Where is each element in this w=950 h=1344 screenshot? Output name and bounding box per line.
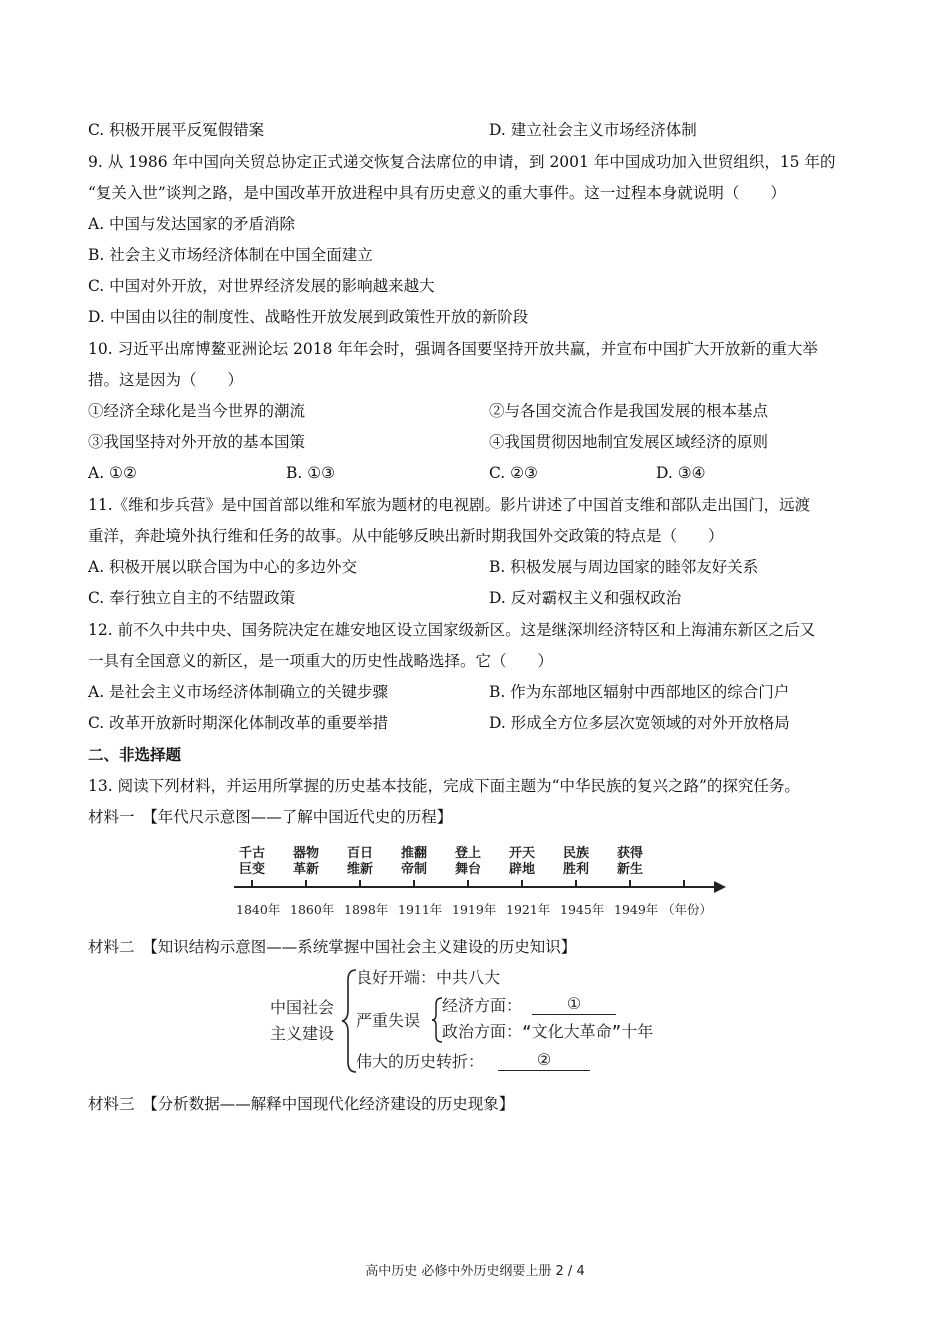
q8-option-d: D. 建立社会主义市场经济体制 xyxy=(489,121,697,139)
structure-politics: 政治方面：“文化大革命”十年 xyxy=(442,1022,654,1041)
q10-stem-line2: 措。这是因为（ ） xyxy=(88,371,244,389)
q10-option-d: D. ③④ xyxy=(656,464,706,482)
q12-option-a: A. 是社会主义市场经济体制确立的关键步骤 xyxy=(88,683,389,701)
timeline-tick xyxy=(305,880,307,888)
material-3-label: 材料三 【分析数据——解释中国现代化经济建设的历史现象】 xyxy=(88,1095,515,1113)
section-heading: 二、非选择题 xyxy=(88,746,182,764)
page-footer: 高中历史 必修中外历史纲要上册 2 / 4 xyxy=(365,1264,585,1279)
q11-option-b: B. 积极发展与周边国家的睦邻友好关系 xyxy=(489,558,759,576)
structure-turning-point: 伟大的历史转折： xyxy=(356,1052,485,1071)
structure-root-line2: 主义建设 xyxy=(270,1024,335,1043)
timeline-tick xyxy=(413,880,415,888)
timeline-year: 1949年 xyxy=(614,902,659,917)
timeline-year: 1898年 xyxy=(344,902,389,917)
q8-option-c: C. 积极开展平反冤假错案 xyxy=(88,121,265,139)
q12-option-b: B. 作为东部地区辐射中西部地区的综合门户 xyxy=(489,683,790,701)
q9-option-d: D. 中国由以往的制度性、战略性开放发展到政策性开放的新阶段 xyxy=(88,308,529,326)
structure-economy: 经济方面： xyxy=(442,996,523,1015)
q9-option-b: B. 社会主义市场经济体制在中国全面建立 xyxy=(88,246,373,264)
timeline-event: 民族 胜利 xyxy=(562,846,589,877)
timeline-event: 获得 新生 xyxy=(616,846,643,877)
q10-statement-1: ①经济全球化是当今世界的潮流 xyxy=(88,402,306,420)
timeline-event: 推翻 帝制 xyxy=(400,846,427,877)
structure-root-line1: 中国社会 xyxy=(270,998,335,1017)
arrow-right-icon xyxy=(714,881,726,893)
timeline-year: 1945年 xyxy=(560,902,605,917)
timeline-tick xyxy=(359,880,361,888)
q9-option-c: C. 中国对外开放，对世界经济发展的影响越来越大 xyxy=(88,277,435,295)
q10-stem-line1: 10. 习近平出席博鳌亚洲论坛 2018 年年会时，强调各国要坚持开放共赢，并宣布中国扩大开放新的重大举 xyxy=(88,340,818,358)
timeline-tick xyxy=(521,880,523,888)
q10-option-c: C. ②③ xyxy=(489,464,538,482)
timeline-tick xyxy=(683,880,685,888)
timeline-year: 1919年 xyxy=(452,902,497,917)
q12-stem-line2: 一具有全国意义的新区，是一项重大的历史性战略选择。它（ ） xyxy=(88,652,554,670)
q12-stem-line1: 12. 前不久中共中央、国务院决定在雄安地区设立国家级新区。这是继深圳经济特区和上海浦东新区之后又 xyxy=(88,621,816,639)
timeline-year: 1860年 xyxy=(290,902,335,917)
blank-2: ② xyxy=(498,1050,590,1071)
timeline-event: 百日 维新 xyxy=(346,846,373,877)
q11-stem-line1: 11.《维和步兵营》是中国首部以维和军旅为题材的电视剧。影片讲述了中国首支维和部队走出国门，远渡 xyxy=(88,496,811,514)
timeline-event: 千古 巨变 xyxy=(238,846,265,877)
q11-option-c: C. 奉行独立自主的不结盟政策 xyxy=(88,589,296,607)
timeline-tick xyxy=(575,880,577,888)
timeline-diagram xyxy=(232,842,732,918)
timeline-year: 1921年 xyxy=(506,902,551,917)
q10-option-a: A. ①② xyxy=(88,464,137,482)
timeline-event: 器物 革新 xyxy=(292,846,319,877)
q11-option-a: A. 积极开展以联合国为中心的多边外交 xyxy=(88,558,358,576)
q10-statement-2: ②与各国交流合作是我国发展的根本基点 xyxy=(489,402,769,420)
q9-option-a: A. 中国与发达国家的矛盾消除 xyxy=(88,215,296,233)
timeline-tick xyxy=(467,880,469,888)
q10-statement-3: ③我国坚持对外开放的基本国策 xyxy=(88,433,306,451)
structure-mistake: 严重失误 xyxy=(356,1011,421,1030)
timeline-year: 1911年 xyxy=(398,902,443,917)
material-2-label: 材料二 【知识结构示意图——系统掌握中国社会主义建设的历史知识】 xyxy=(88,938,577,956)
q11-stem-line2: 重洋，奔赴境外执行维和任务的故事。从中能够反映出新时期我国外交政策的特点是（ ） xyxy=(88,527,724,545)
timeline-event: 登上 舞台 xyxy=(454,846,481,877)
q9-stem-line2: “复关入世”谈判之路，是中国改革开放进程中具有历史意义的重大事件。这一过程本身就说明（ ） xyxy=(88,184,786,202)
structure-good-start: 良好开端：中共八大 xyxy=(356,968,501,987)
timeline-event: 开天 辟地 xyxy=(508,846,535,877)
q13-stem: 13. 阅读下列材料，并运用所掌握的历史基本技能，完成下面主题为“中华民族的复兴之路”的探究任务。 xyxy=(88,777,800,795)
timeline-tick xyxy=(629,880,631,888)
timeline-tick xyxy=(251,880,253,888)
material-1-label: 材料一 【年代尺示意图——了解中国近代史的历程】 xyxy=(88,808,453,826)
blank-1: ① xyxy=(532,994,616,1015)
q12-option-c: C. 改革开放新时期深化体制改革的重要举措 xyxy=(88,714,389,732)
timeline-unit: （年份） xyxy=(662,902,713,917)
q12-option-d: D. 形成全方位多层次宽领域的对外开放格局 xyxy=(489,714,790,732)
q9-stem-line1: 9. 从 1986 年中国向关贸总协定正式递交恢复合法席位的申请，到 2001 年中国成功加入世贸组织，15 年的 xyxy=(88,153,836,171)
timeline-year: 1840年 xyxy=(236,902,281,917)
q10-statement-4: ④我国贯彻因地制宜发展区域经济的原则 xyxy=(489,433,769,451)
knowledge-structure-diagram xyxy=(270,966,690,1076)
q11-option-d: D. 反对霸权主义和强权政治 xyxy=(489,589,682,607)
q10-option-b: B. ①③ xyxy=(286,464,336,482)
